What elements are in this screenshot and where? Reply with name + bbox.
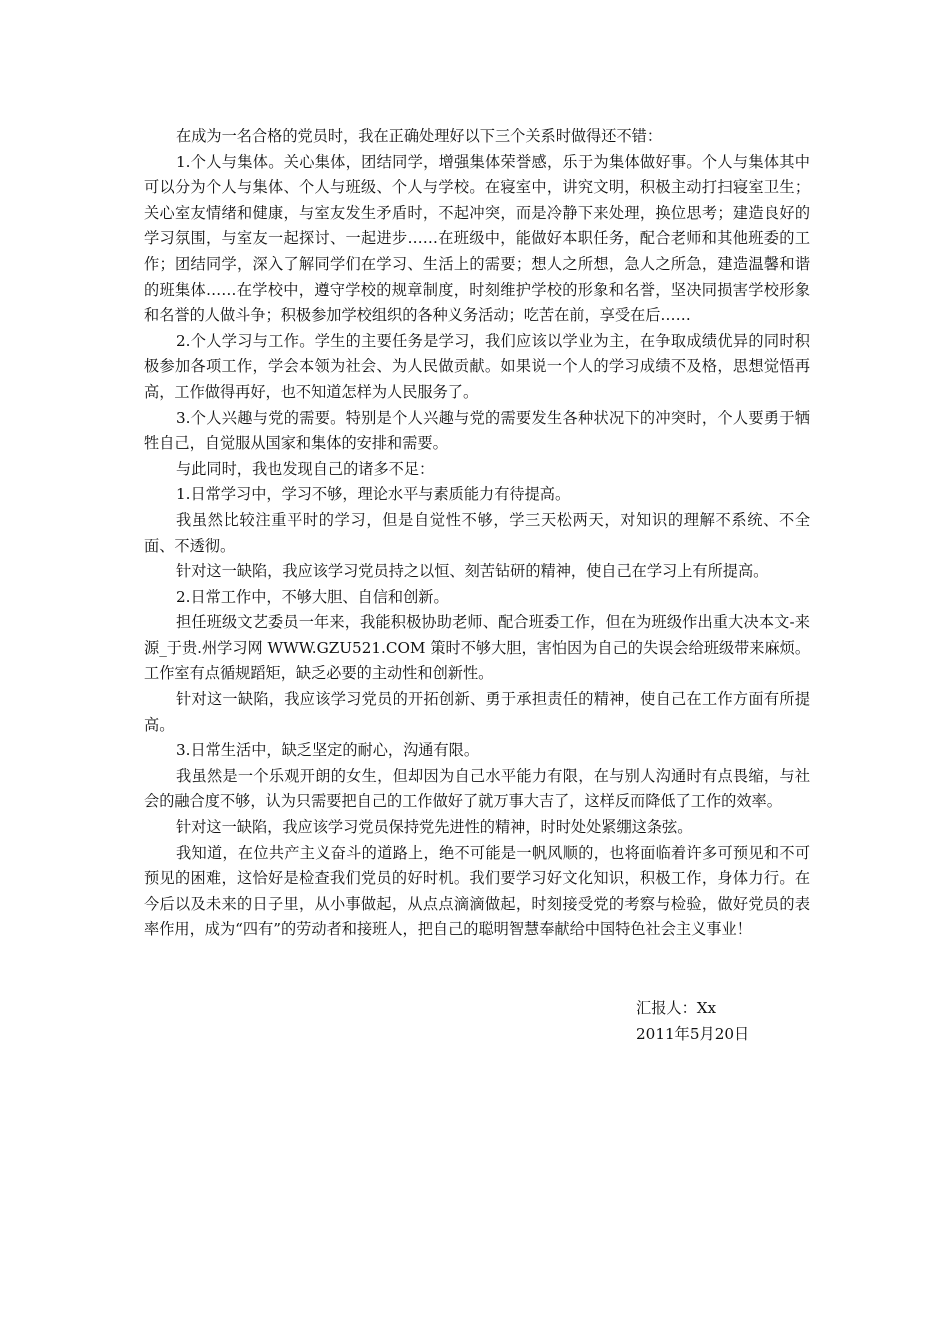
shortcomings-intro: 与此同时，我也发现自己的诸多不足：	[176, 459, 435, 478]
paragraph-individual-collective: 1.个人与集体。关心集体，团结同学，增强集体荣誉感，乐于为集体做好事。个人与集体其中可以分为个人与集体、个人与班级、个人与学校。在寝室中，讲究文明，积极主动打扫寝室卫生；关心室友情绪和健康，与室友发生矛盾时，不起冲突，而是冷静下来处理，换位思考；建造良好的学习氛围，与室友一起探讨、一起进步……在班级中，能做好本职任务，配合老师和其他班委的工作；团结同学，深入了解同学们在学习、生活上的需要；想人之所想，急人之所急，建造温馨和谐的班集体……在学校中，遵守学校的规章制度，时刻维护学校的形象和名誉，坚决同损害学校形象和名誉的人做斗争；积极参加学校组织的各种义务活动；吃苦在前，享受在后……	[144, 152, 810, 325]
shortcoming-life-remedy: 针对这一缺陷，我应该学习党员保持党先进性的精神，时时处处紧绷这条弦。	[176, 818, 693, 837]
intro-paragraph: 在成为一名合格的党员时，我在正确处理好以下三个关系时做得还不错：	[176, 127, 662, 145]
paragraph-interest-party-needs: 3.个人兴趣与党的需要。特别是个人兴趣与党的需要发生各种状况下的冲突时，个人要勇于牺牲自己，自觉服从国家和集体的安排和需要。	[144, 408, 810, 453]
report-date: 2011年5月20日	[636, 1024, 750, 1043]
shortcoming-study-remedy: 针对这一缺陷，我应该学习党员持之以恒、刻苦钻研的精神，使自己在学习上有所提高。	[176, 562, 769, 581]
shortcoming-life-heading: 3.日常生活中，缺乏坚定的耐心，沟通有限。	[176, 741, 480, 760]
shortcoming-study-heading: 1.日常学习中，学习不够，理论水平与素质能力有待提高。	[176, 485, 571, 504]
shortcoming-study-detail: 我虽然比较注重平时的学习，但是自觉性不够，学三天松两天，对知识的理解不系统、不全面、不透彻。	[144, 510, 810, 555]
shortcoming-work-detail: 担任班级文艺委员一年来，我能积极协助老师、配合班委工作，但在为班级作出重大决本文-来源_于贵.州学习网 WWW.GZU521.COM 策时不够大胆，害怕因为自己的失误会给班级带来麻烦。工作室有点循规蹈矩，缺乏必要的主动性和创新性。	[144, 613, 811, 683]
paragraph-study-work: 2.个人学习与工作。学生的主要任务是学习，我们应该以学业为主，在争取成绩优异的同时积极参加各项工作，学会本领为社会、为人民做贡献。如果说一个人的学习成绩不及格，思想觉悟再高，工作做得再好，也不知道怎样为人民服务了。	[144, 331, 810, 401]
document-body	[144, 124, 810, 943]
shortcoming-life-detail: 我虽然是一个乐观开朗的女生，但却因为自己水平能力有限，在与别人沟通时有点畏缩，与社会的融合度不够，认为只需要把自己的工作做好了就万事大吉了，这样反而降低了工作的效率。	[144, 766, 810, 811]
shortcoming-work-remedy: 针对这一缺陷，我应该学习党员的开拓创新、勇于承担责任的精神，使自己在工作方面有所提高。	[144, 690, 810, 734]
signature-block	[636, 996, 749, 1047]
reporter-name: 汇报人：Xx	[636, 999, 717, 1017]
shortcoming-work-heading: 2.日常工作中，不够大胆、自信和创新。	[176, 587, 449, 606]
closing-paragraph: 我知道，在位共产主义奋斗的道路上，绝不可能是一帆风顺的，也将面临着许多可预见和不可预见的困难，这恰好是检查我们党员的好时机。我们要学习好文化知识，积极工作，身体力行。在今后以及未来的日子里，从小事做起，从点点滴滴做起，时刻接受党的考察与检验，做好党员的表率作用，成为“四有”的劳动者和接班人，把自己的聪明智慧奉献给中国特色社会主义事业！	[144, 843, 810, 939]
